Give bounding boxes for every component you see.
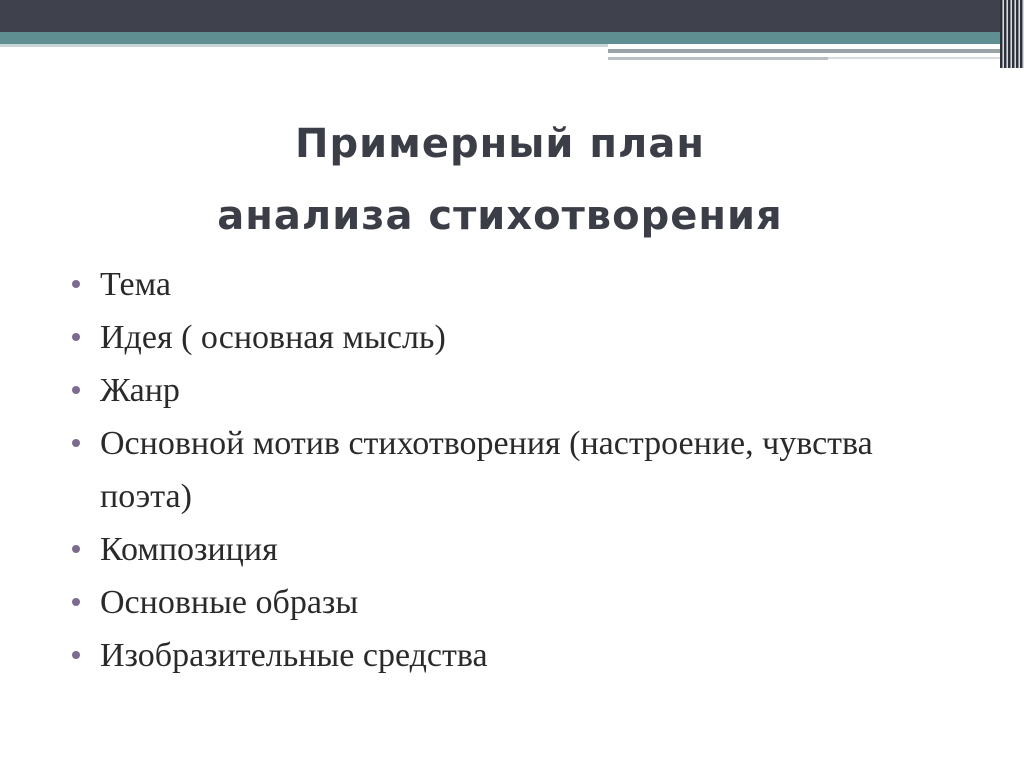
list-item: [72, 523, 972, 576]
list-item: [72, 258, 972, 311]
list-item-label: Композиция: [100, 531, 278, 568]
list-item-label: Основные образы: [100, 584, 359, 621]
header-line: [608, 49, 1000, 53]
header-band-light: [0, 44, 608, 47]
list-item: [72, 629, 972, 682]
bullet-dot-icon: [72, 598, 80, 606]
bullet-list: [72, 258, 972, 682]
list-item-label: Тема: [100, 266, 171, 303]
bullet-dot-icon: [72, 280, 80, 288]
list-item-label: Идея ( основная мысль): [100, 319, 446, 356]
header-band-teal: [0, 32, 1000, 44]
list-item: [72, 576, 972, 629]
list-item: [72, 417, 972, 523]
bullet-dot-icon: [72, 333, 80, 341]
bullet-dot-icon: [72, 439, 80, 447]
header-line: [828, 57, 1000, 59]
list-item: [72, 364, 972, 417]
header-stripes: [1000, 0, 1024, 68]
header-line: [608, 57, 828, 60]
slide-title: [0, 108, 1000, 252]
bullet-dot-icon: [72, 386, 80, 394]
bullet-dot-icon: [72, 545, 80, 553]
list-item-label: Жанр: [100, 372, 180, 409]
list-item: [72, 311, 972, 364]
bullet-dot-icon: [72, 651, 80, 659]
list-item-label: Изобразительные средства: [100, 637, 488, 674]
slide-title-line-1: Примерный план: [295, 121, 705, 167]
list-item-label: Основной мотив стихотворения (настроение, чувства поэта): [100, 425, 873, 515]
slide-title-line-2: анализа стихотворения: [217, 193, 783, 239]
header-band-dark: [0, 0, 1024, 32]
